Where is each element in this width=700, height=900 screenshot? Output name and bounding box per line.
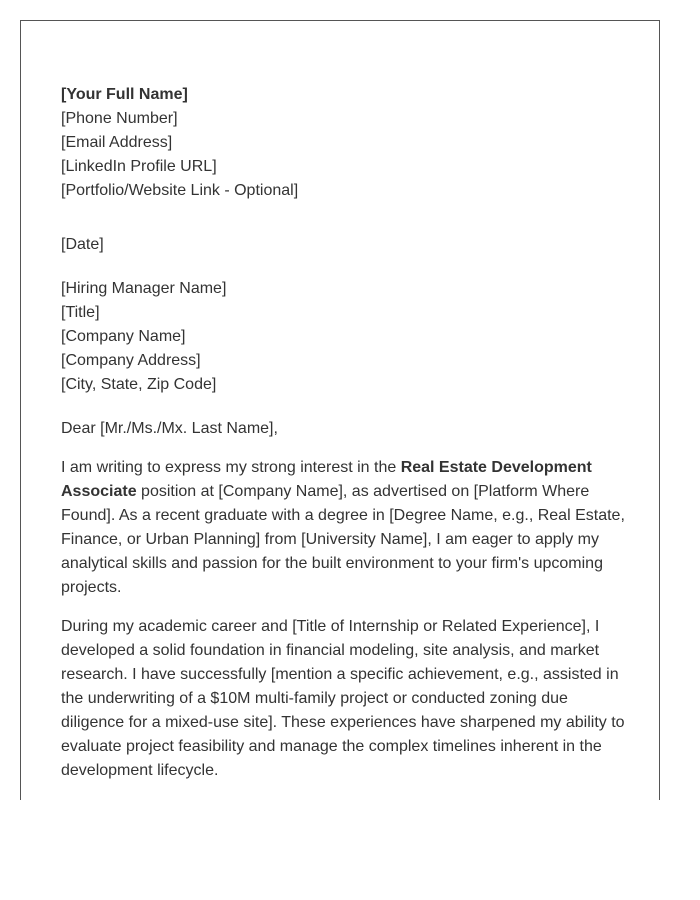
letter-date: [Date] (61, 236, 104, 253)
document-page (20, 20, 660, 800)
position-title: Real Estate Development Associate (61, 459, 592, 500)
sender-linkedin: [LinkedIn Profile URL] (61, 158, 217, 175)
recipient-manager: [Hiring Manager Name] (61, 280, 227, 297)
paragraph-intro-start: I am writing to express my strong interest in the (61, 459, 401, 476)
recipient-company: [Company Name] (61, 328, 186, 345)
paragraph-intro-end: position at [Company Name], as advertised on [Platform Where Found]. As a recent graduate with a degree in [Degree Name, e.g., Real Estate, Finance, or Urban Planning] from [University Name], I am eager to apply my analytical skills and passion for the built environment to your firm's upcoming projects. (61, 483, 625, 596)
paragraph-intro (61, 456, 631, 600)
sender-phone: [Phone Number] (61, 110, 178, 127)
salutation: Dear [Mr./Ms./Mx. Last Name], (61, 420, 278, 437)
recipient-address: [Company Address] (61, 352, 201, 369)
recipient-block (61, 277, 631, 397)
letter-body (61, 83, 631, 783)
recipient-city: [City, State, Zip Code] (61, 376, 217, 393)
sender-block (61, 83, 631, 203)
sender-email: [Email Address] (61, 134, 173, 151)
paragraph-experience: During my academic career and [Title of Internship or Related Experience], I developed a solid foundation in financial modeling, site analysis, and market research. I have successfully [mention a specific achievement, e.g., assisted in the underwriting of a $10M multi-family project or conducted zoning due diligence for a mixed-use site]. These experiences have sharpened my ability to evaluate project feasibility and manage the complex timelines inherent in the development lifecycle. (61, 618, 625, 779)
sender-portfolio: [Portfolio/Website Link - Optional] (61, 182, 299, 199)
recipient-title: [Title] (61, 304, 100, 321)
sender-name: [Your Full Name] (61, 86, 188, 103)
